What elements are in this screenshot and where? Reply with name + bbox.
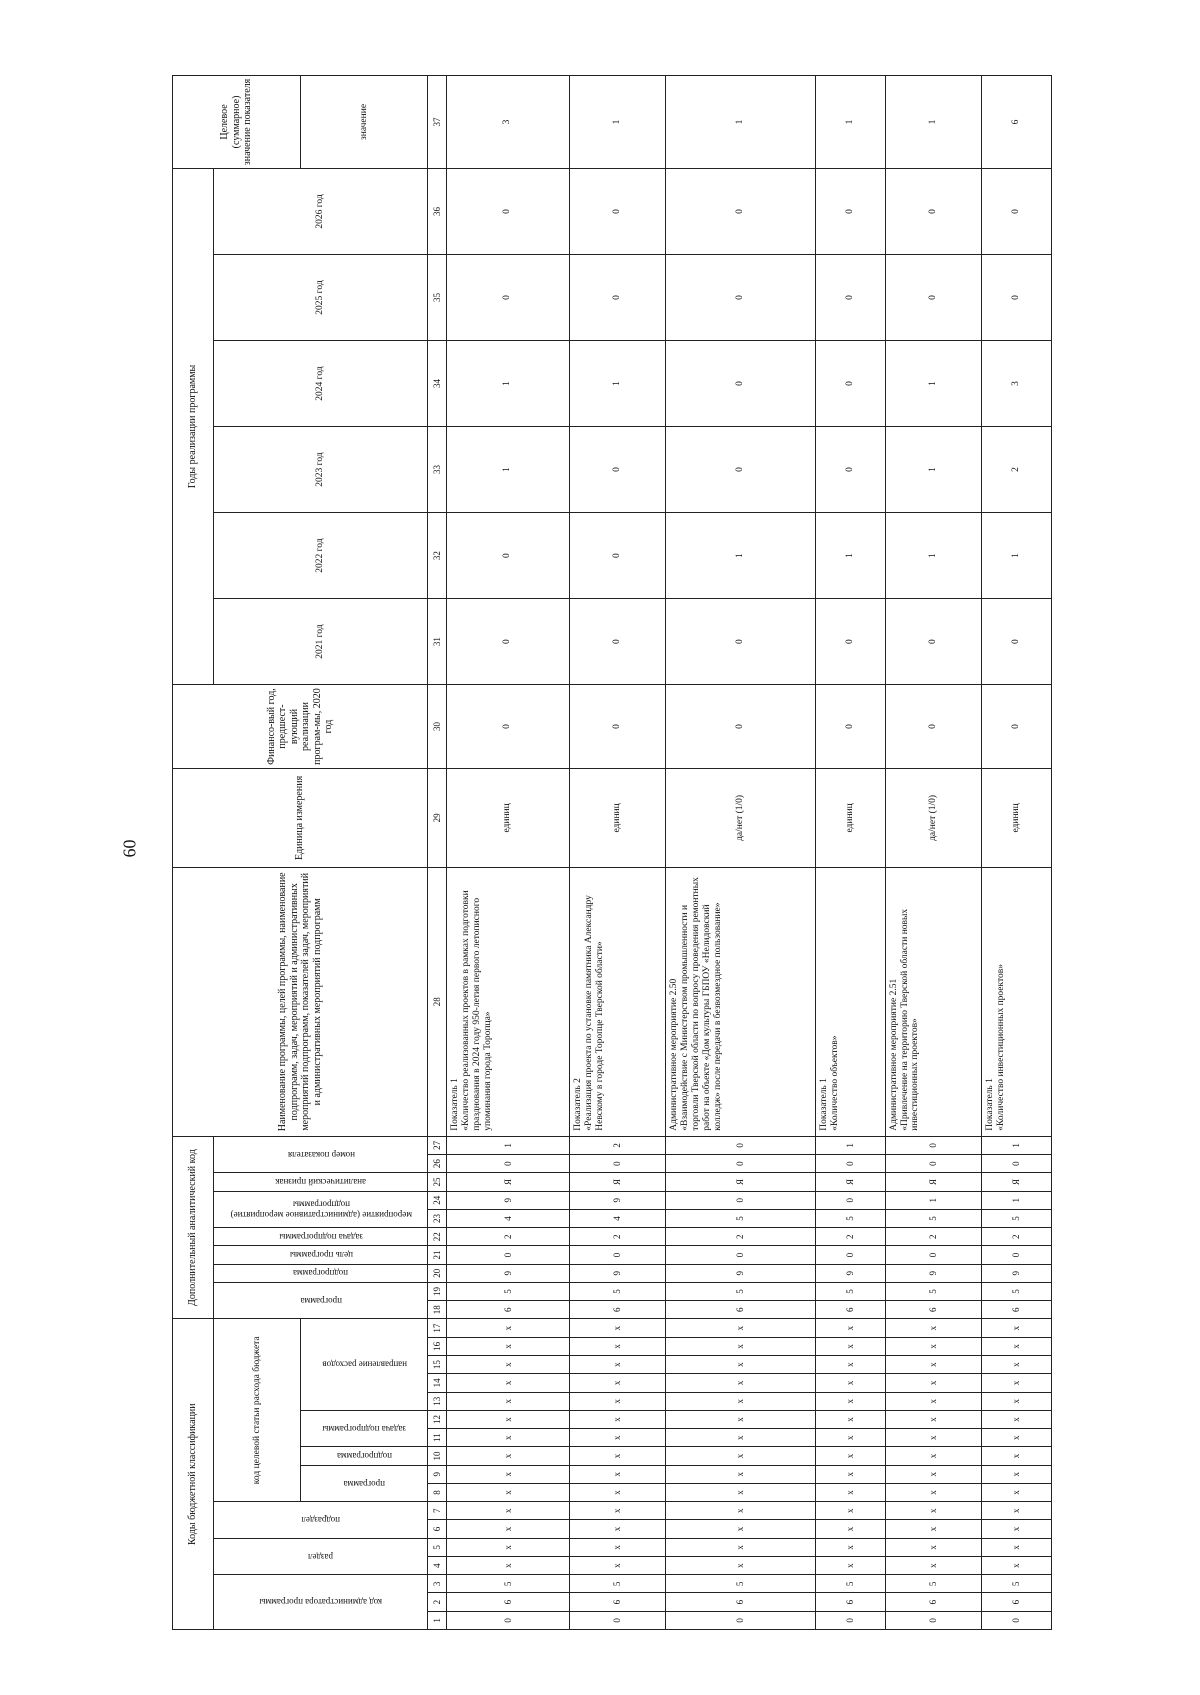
row-target-value: 1	[885, 76, 981, 169]
code-cell: 5	[666, 1282, 815, 1300]
code-cell: х	[569, 1520, 665, 1538]
code-cell: 1	[447, 1136, 570, 1154]
header-year-2025: 2025 год	[214, 255, 428, 341]
code-cell: х	[569, 1392, 665, 1410]
code-cell: х	[569, 1374, 665, 1392]
column-number-12: 12	[428, 1410, 447, 1428]
code-cell: 2	[447, 1228, 570, 1246]
code-cell: 0	[666, 1191, 815, 1209]
column-number-9: 9	[428, 1465, 447, 1483]
code-cell: х	[815, 1520, 885, 1538]
code-cell: х	[815, 1374, 885, 1392]
header-name: Наименование программы, целей программы, наименование подпрограмм, задач, мероприятий и административных мероприятий подпрограмм, показателей задач, мероприятий и административных мероприятий подпрограмм	[173, 867, 428, 1136]
row-value-year: 1	[447, 341, 570, 427]
column-number-32: 32	[428, 513, 447, 599]
header-subprogram-task-code: задача подпрограммы	[301, 1410, 428, 1447]
code-cell: 0	[885, 1136, 981, 1154]
header-subprogram-task: задача подпрограммы	[214, 1228, 428, 1246]
code-cell: х	[666, 1465, 815, 1483]
header-year-2026: 2026 год	[214, 168, 428, 254]
column-number-14: 14	[428, 1374, 447, 1392]
row-value-year: 0	[447, 513, 570, 599]
code-cell: 6	[982, 1301, 1052, 1319]
code-cell: 6	[447, 1301, 570, 1319]
header-year-2021: 2021 год	[214, 599, 428, 685]
code-cell: 9	[666, 1264, 815, 1282]
column-number-11: 11	[428, 1429, 447, 1447]
header-year-2022: 2022 год	[214, 513, 428, 599]
code-cell: х	[569, 1356, 665, 1374]
code-cell: 0	[815, 1191, 885, 1209]
code-cell: Я	[885, 1173, 981, 1191]
page-number: 60	[119, 839, 140, 858]
column-number-28: 28	[428, 867, 447, 1136]
header-years-group: Годы реализации программы	[173, 168, 214, 684]
row-unit: да/нет (1/0)	[666, 768, 815, 867]
code-cell: х	[982, 1483, 1052, 1501]
code-cell: 0	[815, 1611, 885, 1629]
code-cell: х	[885, 1374, 981, 1392]
code-cell: х	[982, 1556, 1052, 1574]
code-cell: х	[447, 1337, 570, 1355]
header-target-value: Целевое (суммарное) значение показателя	[173, 76, 301, 169]
column-number-37: 37	[428, 76, 447, 169]
row-value-2020: 0	[885, 685, 981, 769]
code-cell: х	[885, 1538, 981, 1556]
code-cell: 6	[447, 1593, 570, 1611]
code-cell: х	[447, 1319, 570, 1337]
code-cell: 2	[569, 1136, 665, 1154]
column-number-18: 18	[428, 1301, 447, 1319]
code-cell: х	[666, 1337, 815, 1355]
row-name: Показатель 2 «Реализация проекта по установке памятника Александру Невскому в городе Торопце Тверской области»	[569, 867, 665, 1136]
code-cell: 9	[885, 1264, 981, 1282]
code-cell: 9	[982, 1264, 1052, 1282]
header-activity: мероприятие (административное мероприятие) подпрограммы	[214, 1191, 428, 1228]
code-cell: 5	[569, 1575, 665, 1593]
code-cell: х	[447, 1465, 570, 1483]
row-value-2020: 0	[666, 685, 815, 769]
code-cell: х	[569, 1483, 665, 1501]
code-cell: 0	[447, 1155, 570, 1173]
column-number-15: 15	[428, 1356, 447, 1374]
code-cell: х	[666, 1392, 815, 1410]
code-cell: 5	[982, 1209, 1052, 1227]
row-name: Показатель 1 «Количество инвестиционных проектов»	[982, 867, 1052, 1136]
row-value-year: 0	[885, 255, 981, 341]
code-cell: 6	[982, 1593, 1052, 1611]
header-section: раздел	[214, 1538, 428, 1575]
header-program-goal: цель программы	[214, 1246, 428, 1264]
row-value-2020: 0	[815, 685, 885, 769]
row-name: Административное мероприятие 2.50 «Взаимодействие с Министерством промышленности и торговли Тверской области по вопросу проведения ремонтных работ на объекте «Дом культуры ГБПОУ «Нелидовский колледж» после передачи в безвозмездное пользование»	[666, 867, 815, 1136]
row-value-year: 2	[982, 427, 1052, 513]
code-cell: х	[815, 1502, 885, 1520]
code-cell: х	[885, 1337, 981, 1355]
code-cell: 0	[569, 1246, 665, 1264]
code-cell: 5	[982, 1575, 1052, 1593]
table-row	[982, 76, 1052, 1630]
code-cell: х	[885, 1465, 981, 1483]
code-cell: х	[815, 1465, 885, 1483]
row-value-year: 0	[885, 168, 981, 254]
code-cell: х	[815, 1319, 885, 1337]
code-cell: х	[447, 1447, 570, 1465]
code-cell: х	[569, 1319, 665, 1337]
code-cell: х	[447, 1502, 570, 1520]
header-fin-year: Финансо-вый год, предшест-вующий реализации програм-мы, 2020 год	[173, 685, 428, 769]
header-year-2023: 2023 год	[214, 427, 428, 513]
code-cell: 2	[666, 1228, 815, 1246]
table-row	[666, 76, 815, 1630]
row-unit: единиц	[569, 768, 665, 867]
code-cell: х	[815, 1556, 885, 1574]
code-cell: 2	[815, 1228, 885, 1246]
column-number-29: 29	[428, 768, 447, 867]
header-subprogram: подпрограмма	[301, 1447, 428, 1465]
code-cell: 6	[815, 1301, 885, 1319]
code-cell: 0	[666, 1136, 815, 1154]
rotated-table-wrapper	[172, 75, 1052, 1630]
code-cell: Я	[815, 1173, 885, 1191]
code-cell: 0	[982, 1611, 1052, 1629]
code-cell: 9	[569, 1191, 665, 1209]
column-number-17: 17	[428, 1319, 447, 1337]
row-value-year: 1	[666, 513, 815, 599]
column-number-35: 35	[428, 255, 447, 341]
code-cell: х	[815, 1483, 885, 1501]
code-cell: 9	[447, 1264, 570, 1282]
row-target-value: 3	[447, 76, 570, 169]
code-cell: 1	[982, 1191, 1052, 1209]
header-expense-direction: направление расходов	[301, 1319, 428, 1410]
column-number-21: 21	[428, 1246, 447, 1264]
code-cell: 0	[666, 1246, 815, 1264]
code-cell: 0	[447, 1611, 570, 1629]
code-cell: х	[982, 1410, 1052, 1428]
column-number-33: 33	[428, 427, 447, 513]
code-cell: 0	[982, 1246, 1052, 1264]
code-cell: х	[666, 1410, 815, 1428]
code-cell: 5	[885, 1209, 981, 1227]
row-name: Показатель 1 «Количество объектов»	[815, 867, 885, 1136]
column-number-13: 13	[428, 1392, 447, 1410]
code-cell: х	[666, 1520, 815, 1538]
code-cell: 9	[447, 1191, 570, 1209]
row-unit: единиц	[447, 768, 570, 867]
code-cell: х	[982, 1319, 1052, 1337]
table-row	[815, 76, 885, 1630]
code-cell: х	[982, 1392, 1052, 1410]
row-value-year: 1	[815, 513, 885, 599]
code-cell: х	[815, 1447, 885, 1465]
code-cell: х	[982, 1356, 1052, 1374]
code-cell: 0	[569, 1611, 665, 1629]
code-cell: х	[447, 1483, 570, 1501]
code-cell: 5	[885, 1282, 981, 1300]
column-number-16: 16	[428, 1337, 447, 1355]
code-cell: х	[815, 1410, 885, 1428]
code-cell: х	[982, 1429, 1052, 1447]
code-cell: х	[982, 1374, 1052, 1392]
row-target-value: 1	[815, 76, 885, 169]
code-cell: Я	[666, 1173, 815, 1191]
code-cell: 5	[447, 1282, 570, 1300]
column-number-24: 24	[428, 1191, 447, 1209]
code-cell: х	[885, 1520, 981, 1538]
code-cell: х	[982, 1447, 1052, 1465]
code-cell: х	[447, 1556, 570, 1574]
code-cell: 5	[982, 1282, 1052, 1300]
row-value-2020: 0	[569, 685, 665, 769]
code-cell: 5	[447, 1575, 570, 1593]
row-target-value: 1	[569, 76, 665, 169]
code-cell: 0	[815, 1155, 885, 1173]
row-value-year: 1	[447, 427, 570, 513]
column-number-8: 8	[428, 1483, 447, 1501]
header-extra-code: Дополнительный аналитический код	[173, 1136, 214, 1319]
row-value-year: 0	[666, 599, 815, 685]
code-cell: 6	[666, 1301, 815, 1319]
code-cell: 5	[666, 1575, 815, 1593]
row-value-year: 0	[982, 168, 1052, 254]
code-cell: 0	[885, 1155, 981, 1173]
code-cell: 0	[666, 1611, 815, 1629]
column-number-26: 26	[428, 1155, 447, 1173]
code-cell: х	[569, 1556, 665, 1574]
header-program: программа	[301, 1465, 428, 1502]
code-cell: Я	[569, 1173, 665, 1191]
row-value-year: 0	[569, 168, 665, 254]
row-value-year: 1	[885, 341, 981, 427]
code-cell: х	[885, 1319, 981, 1337]
column-number-36: 36	[428, 168, 447, 254]
code-cell: 5	[569, 1282, 665, 1300]
header-budget-codes: Коды бюджетной классификации	[173, 1319, 214, 1630]
row-value-year: 0	[569, 427, 665, 513]
row-value-year: 3	[982, 341, 1052, 427]
header-unit: Единица измерения	[173, 768, 428, 867]
header-extra-subprogram: подпрограмма	[214, 1264, 428, 1282]
code-cell: х	[982, 1337, 1052, 1355]
code-cell: 0	[447, 1246, 570, 1264]
code-cell: х	[666, 1483, 815, 1501]
code-cell: х	[815, 1429, 885, 1447]
column-number-5: 5	[428, 1538, 447, 1556]
code-cell: х	[885, 1356, 981, 1374]
row-unit: единиц	[815, 768, 885, 867]
column-number-19: 19	[428, 1282, 447, 1300]
row-value-year: 0	[666, 341, 815, 427]
code-cell: 0	[885, 1246, 981, 1264]
code-cell: х	[982, 1520, 1052, 1538]
row-target-value: 1	[666, 76, 815, 169]
column-number-6: 6	[428, 1520, 447, 1538]
code-cell: 0	[815, 1246, 885, 1264]
code-cell: х	[666, 1429, 815, 1447]
code-cell: х	[666, 1538, 815, 1556]
column-number-7: 7	[428, 1502, 447, 1520]
column-number-2: 2	[428, 1593, 447, 1611]
row-value-year: 0	[666, 427, 815, 513]
row-unit: единиц	[982, 768, 1052, 867]
code-cell: х	[666, 1447, 815, 1465]
row-value-year: 0	[982, 255, 1052, 341]
row-value-year: 0	[815, 168, 885, 254]
code-cell: х	[885, 1483, 981, 1501]
code-cell: х	[885, 1410, 981, 1428]
column-number-10: 10	[428, 1447, 447, 1465]
column-number-1: 1	[428, 1611, 447, 1629]
code-cell: х	[447, 1538, 570, 1556]
header-admin-code: код администратора программы	[214, 1575, 428, 1630]
code-cell: 9	[569, 1264, 665, 1282]
code-cell: 5	[815, 1575, 885, 1593]
code-cell: х	[447, 1392, 570, 1410]
header-indicator-number: номер показателя	[214, 1136, 428, 1173]
code-cell: 5	[815, 1282, 885, 1300]
code-cell: 6	[569, 1593, 665, 1611]
code-cell: х	[666, 1356, 815, 1374]
code-cell: 4	[447, 1209, 570, 1227]
code-cell: 9	[815, 1264, 885, 1282]
code-cell: 2	[885, 1228, 981, 1246]
code-cell: х	[447, 1374, 570, 1392]
row-name: Показатель 1 «Количество реализованных проектов в рамках подготовки празднования в 2024 году 950-летия первого летописного упоминания города Торопца»	[447, 867, 570, 1136]
row-value-year: 0	[815, 341, 885, 427]
code-cell: х	[569, 1410, 665, 1428]
code-cell: х	[569, 1502, 665, 1520]
row-value-year: 1	[885, 427, 981, 513]
column-number-3: 3	[428, 1575, 447, 1593]
code-cell: х	[569, 1337, 665, 1355]
row-value-year: 0	[447, 168, 570, 254]
code-cell: 2	[569, 1228, 665, 1246]
code-cell: х	[982, 1465, 1052, 1483]
code-cell: 6	[885, 1301, 981, 1319]
code-cell: х	[447, 1410, 570, 1428]
code-cell: 0	[885, 1611, 981, 1629]
table-row	[885, 76, 981, 1630]
header-target-article: код целевой статьи расхода бюджета	[214, 1319, 301, 1502]
code-cell: х	[815, 1538, 885, 1556]
code-cell: х	[447, 1520, 570, 1538]
code-cell: х	[666, 1374, 815, 1392]
code-cell: х	[666, 1502, 815, 1520]
column-number-27: 27	[428, 1136, 447, 1154]
code-cell: 5	[885, 1575, 981, 1593]
row-value-year: 1	[569, 341, 665, 427]
header-extra-program: программа	[214, 1282, 428, 1319]
code-cell: 1	[885, 1191, 981, 1209]
code-cell: х	[885, 1447, 981, 1465]
code-cell: 1	[815, 1136, 885, 1154]
code-cell: х	[885, 1429, 981, 1447]
column-number-4: 4	[428, 1556, 447, 1574]
code-cell: 5	[666, 1209, 815, 1227]
code-cell: 6	[815, 1593, 885, 1611]
header-year-2024: 2024 год	[214, 341, 428, 427]
code-cell: 2	[982, 1228, 1052, 1246]
row-value-year: 0	[815, 427, 885, 513]
row-value-2020: 0	[447, 685, 570, 769]
column-numbers-row	[428, 76, 447, 1630]
code-cell: х	[666, 1556, 815, 1574]
row-value-year: 0	[982, 599, 1052, 685]
budget-table	[172, 75, 1052, 1630]
code-cell: х	[885, 1392, 981, 1410]
column-number-30: 30	[428, 685, 447, 769]
code-cell: х	[447, 1356, 570, 1374]
code-cell: х	[982, 1502, 1052, 1520]
code-cell: 4	[569, 1209, 665, 1227]
row-value-year: 0	[666, 255, 815, 341]
row-target-value: 6	[982, 76, 1052, 169]
row-value-year: 0	[569, 255, 665, 341]
column-number-31: 31	[428, 599, 447, 685]
column-number-22: 22	[428, 1228, 447, 1246]
table-row	[447, 76, 570, 1630]
code-cell: Я	[447, 1173, 570, 1191]
code-cell: х	[982, 1538, 1052, 1556]
code-cell: х	[885, 1502, 981, 1520]
row-value-year: 0	[569, 513, 665, 599]
row-value-year: 0	[447, 255, 570, 341]
row-value-year: 0	[569, 599, 665, 685]
code-cell: 6	[569, 1301, 665, 1319]
code-cell: Я	[982, 1173, 1052, 1191]
column-number-23: 23	[428, 1209, 447, 1227]
row-unit: да/нет (1/0)	[885, 768, 981, 867]
row-value-year: 0	[815, 599, 885, 685]
header-subsection: подраздел	[214, 1502, 428, 1539]
code-cell: 1	[982, 1136, 1052, 1154]
code-cell: х	[885, 1556, 981, 1574]
code-cell: 0	[982, 1155, 1052, 1173]
column-number-20: 20	[428, 1264, 447, 1282]
column-number-34: 34	[428, 341, 447, 427]
code-cell: х	[815, 1392, 885, 1410]
row-value-year: 0	[885, 599, 981, 685]
code-cell: 0	[666, 1155, 815, 1173]
row-value-2020: 0	[982, 685, 1052, 769]
code-cell: х	[815, 1356, 885, 1374]
code-cell: х	[569, 1447, 665, 1465]
code-cell: х	[666, 1319, 815, 1337]
header-value: значение	[301, 76, 428, 169]
code-cell: х	[569, 1465, 665, 1483]
row-value-year: 0	[447, 599, 570, 685]
code-cell: х	[569, 1429, 665, 1447]
code-cell: х	[569, 1538, 665, 1556]
row-value-year: 1	[982, 513, 1052, 599]
row-name: Административное мероприятие 2.51 «Привлечение на территорию Тверской области новых инвестиционных проектов»	[885, 867, 981, 1136]
code-cell: 5	[815, 1209, 885, 1227]
code-cell: х	[815, 1337, 885, 1355]
row-value-year: 1	[885, 513, 981, 599]
code-cell: 0	[569, 1155, 665, 1173]
row-value-year: 0	[815, 255, 885, 341]
table-row	[569, 76, 665, 1630]
column-number-25: 25	[428, 1173, 447, 1191]
header-analytic-flag: аналитический признак	[214, 1173, 428, 1191]
code-cell: х	[447, 1429, 570, 1447]
row-value-year: 0	[666, 168, 815, 254]
code-cell: 6	[885, 1593, 981, 1611]
code-cell: 6	[666, 1593, 815, 1611]
